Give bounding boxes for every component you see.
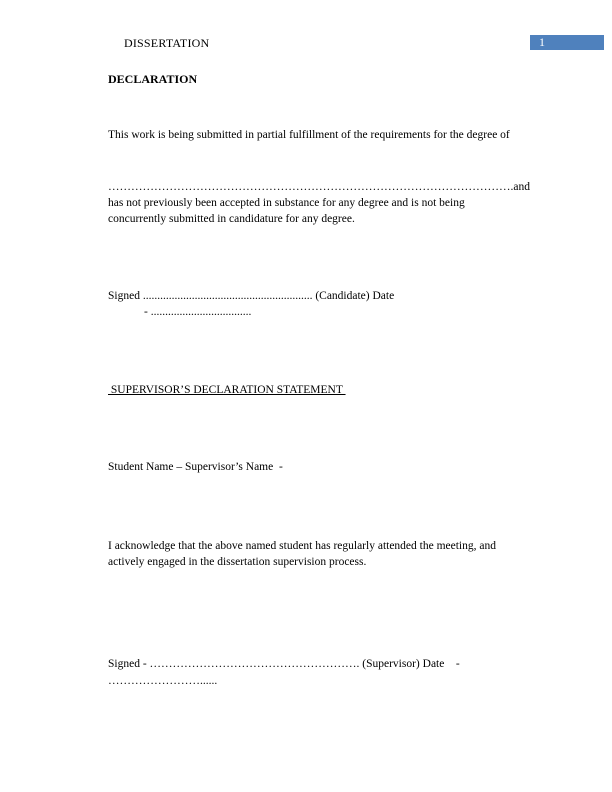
supervisor-date-blank: ……………………...... — [108, 675, 218, 687]
declaration-continuation-2: concurrently submitted in candidature for any degree. — [108, 213, 355, 225]
student-supervisor-names-line: Student Name – Supervisor’s Name - — [108, 461, 283, 473]
declaration-continuation-1: has not previously been accepted in substance for any degree and is not being — [108, 197, 465, 209]
supervisor-heading: SUPERVISOR’S DECLARATION STATEMENT — [108, 384, 346, 396]
declaration-degree-paragraph — [108, 179, 540, 227]
acknowledgement-line-1: I acknowledge that the above named student has regularly attended the meeting, and — [108, 540, 496, 552]
declaration-intro: This work is being submitted in partial fulfillment of the requirements for the degree of — [108, 129, 510, 141]
acknowledgement-line-2: actively engaged in the dissertation supervision process. — [108, 556, 367, 568]
running-header-title: DISSERTATION — [124, 36, 210, 50]
declaration-heading: DECLARATION — [108, 72, 198, 86]
supervisor-signature-line: Signed - ………………………………………………. (Supervisor) Date - — [108, 658, 460, 670]
supervisor-acknowledgement — [108, 538, 540, 570]
degree-blank-line: …………………………………………………………………………………………….and — [108, 181, 530, 193]
page-number-badge: 1 — [530, 35, 604, 50]
candidate-signature-line: Signed ........................................................... (Candidate) Date — [108, 290, 395, 302]
candidate-date-blank: - ................................... — [144, 306, 252, 318]
